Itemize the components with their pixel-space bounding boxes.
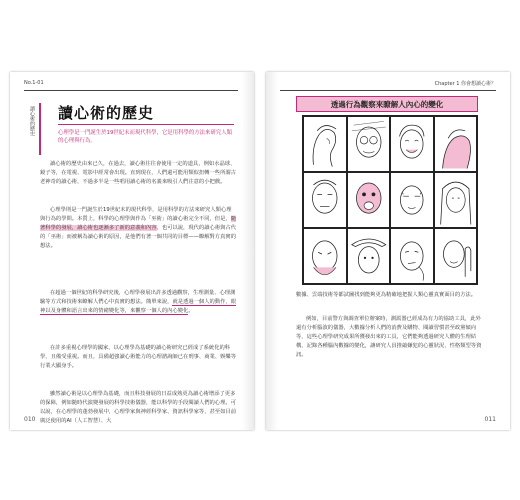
lead-paragraph: 心理學是一門誕生於19世紀末而現代科學，它是用科學的方法來研究人類的心理與行為。	[58, 130, 232, 144]
underlined-text: 就是透過一個人的動作、眼神以及身體和語言出來的情緒變化等，來觀察一個人的內心變化	[40, 299, 237, 314]
illustration-panel	[347, 228, 391, 284]
title-rule	[58, 124, 234, 125]
illustration-panel	[303, 172, 347, 228]
illustration-panel	[434, 172, 478, 228]
body-paragraph-5: 雖然讀心術是以心理學為基礎，而且科技發展的日益成熟更為讀心術增添了更多的保障，例如隨時代演變發展的科學技術儀器，能以科學的手段閱讀人們的心理。可以說，在心理學的蓬勃發展中，心理學家與神經科學家、資訊科學家等，甚至如目前廣泛使用的AI（人工智慧）、大	[40, 391, 236, 424]
right-page	[266, 72, 510, 430]
illustration-panel	[434, 116, 478, 172]
left-page	[10, 72, 254, 430]
gutter-shadow	[242, 72, 254, 430]
vertical-caption: 讀心術的歷史	[29, 106, 35, 136]
gutter-shadow	[266, 72, 278, 430]
banner-title: 透過行為觀察來瞭解人內心的變化	[330, 100, 444, 109]
highlighted-text: 隨著科學的發展，讀心術也逐漸多了新的意義和內容	[40, 216, 237, 231]
illustration-panel	[390, 228, 434, 284]
section-banner	[296, 96, 478, 112]
paragraph-text: 在超過一個世紀的科學研究後，心理學發展出許多透過觀察，生理測量、心理測驗等方式和技術來瞭解人們心中真實的想法。簡單來說，	[40, 290, 236, 305]
paragraph-text: ，也可以說，現代的讀心術與古代的「巫術」而被稱為讀心術的原因，是他們有著一個共同的目標——瞭解對方真實的想法。	[40, 225, 237, 249]
chapter-header: Chapter 1 你會想讀心術？	[434, 81, 496, 87]
page-title: 讀心術的歷史	[58, 104, 155, 122]
page-number: 010	[24, 416, 36, 423]
page-number: 011	[484, 416, 496, 423]
body-paragraph-4: 在許多重視心理學的國家，以心理學為基礎的讀心術研究已經成了系統化的科學，且備受重視。而且，具備超強讀心術能力的心理諮詢師已在刑事、商業、娛樂等行業大顯身手。	[40, 345, 236, 369]
header-rule	[280, 90, 496, 91]
illustration-panel	[303, 116, 347, 172]
illustration-panel	[347, 172, 391, 228]
header-rule	[24, 90, 238, 91]
body-paragraph-1: 數據、雲端技術等都試圖找到能夠更為精確地把握人類心靈真實面目的方法。	[296, 292, 477, 298]
paragraph-text: 心理學則是一門誕生於19世紀末的現代科學，是用科學的方法來研究人類心理與行為的學問。本質上，科學的心理學與作為「巫術」的讀心術完全不同，但是，	[40, 207, 232, 222]
illustration-panel	[303, 228, 347, 284]
body-paragraph-2: 例如，目前警方與調查單位辦案時，測謊器已經成為有力的協助工具，此外還有分析腦波的儀器，大數據分析人們的消費及購物、閱讀習慣甚至政黨傾向等，這些心理學研究成果所獲發出來的工具，它們能夠透過研究人體的生理結構，記錄各種腦內數據的變化，讓研究人員推敲嫌犯的心靈狀況、性格類型等資訊。	[296, 316, 482, 358]
body-paragraph-3	[40, 289, 236, 316]
illustration-panel	[390, 116, 434, 172]
book-spread	[10, 72, 510, 430]
illustration-panel	[347, 116, 391, 172]
paragraph-text: 。	[188, 308, 194, 314]
body-paragraph-2	[40, 206, 236, 251]
illustration-panel	[434, 228, 478, 284]
illustration-panel	[390, 172, 434, 228]
illustration-grid	[302, 115, 478, 285]
body-paragraph-1: 讀心術的歷史由來已久，在過去，讀心術往往會使用一定的道具，例如水晶球、鏡子等，在電視、電影中經常會出現。直到現在，人們還可能用類似扭轉一些所謂古老神奇的讀心術，不過多半是一些唱用讀心術的名義來吸引人們注意的小把戲。	[40, 161, 236, 185]
page-header-number: No.1-01	[24, 80, 44, 86]
